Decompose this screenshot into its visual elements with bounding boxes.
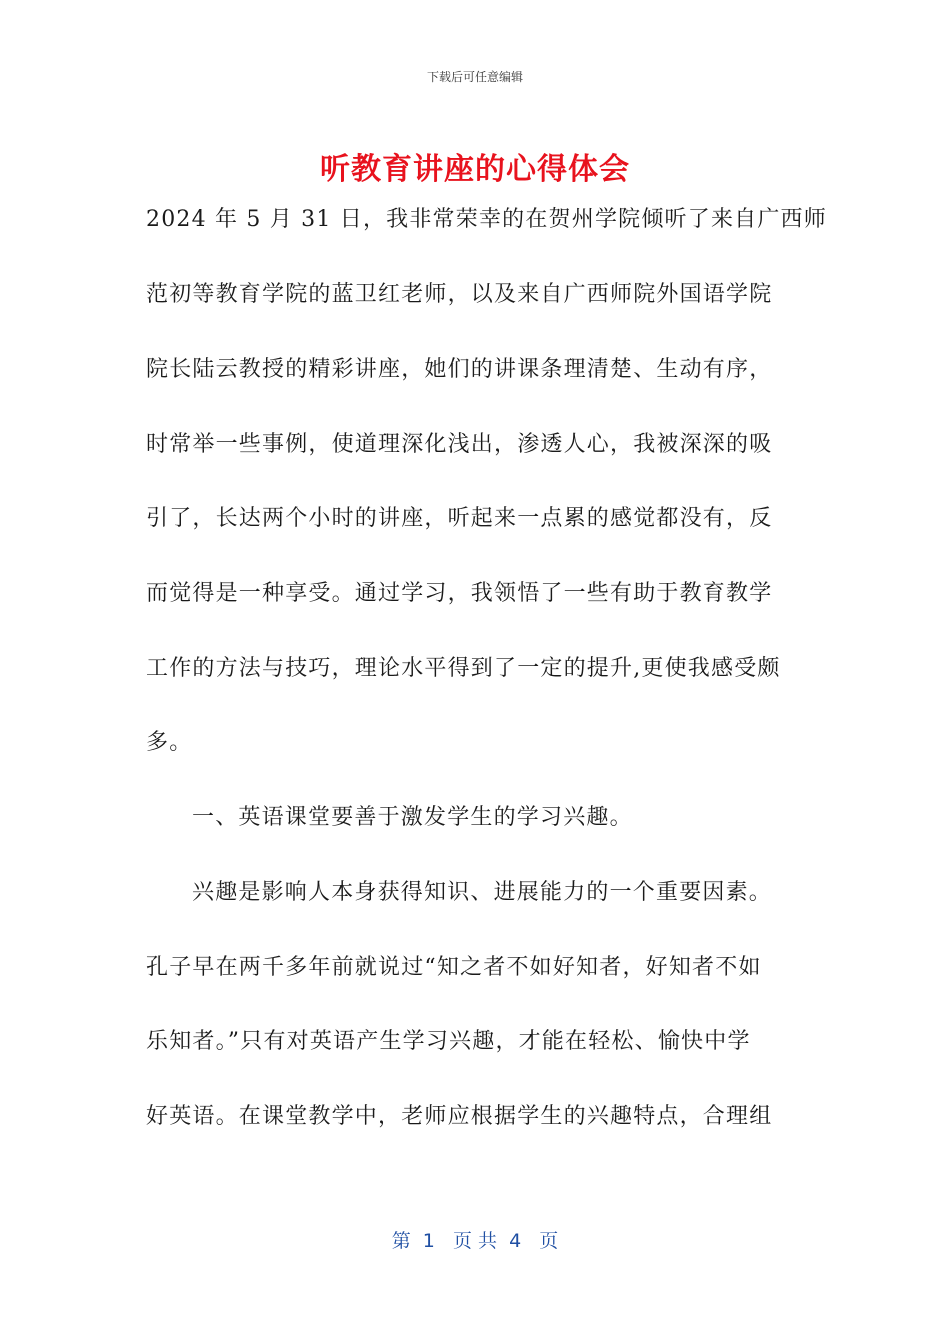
document-title: 听教育讲座的心得体会 xyxy=(320,152,630,187)
paragraph-line: 时常举一些事例，使道理深化浅出，渗透人心，我被深深的吸 xyxy=(146,432,773,457)
paragraph-line: 工作的方法与技巧，理论水平得到了一定的提升,更使我感受颇 xyxy=(146,656,781,681)
paragraph-line: 好英语。在课堂教学中，老师应根据学生的兴趣特点，合理组 xyxy=(146,1104,773,1129)
paragraph-line: 院长陆云教授的精彩讲座，她们的讲课条理清楚、生动有序， xyxy=(146,357,773,382)
paragraph-line: 而觉得是一种享受。通过学习，我领悟了一些有助于教育教学 xyxy=(146,581,773,606)
paragraph-line: 2024 年 5 月 31 日，我非常荣幸的在贺州学院倾听了来自广西师 xyxy=(146,207,827,232)
paragraph-line: 孔子早在两千多年前就说过“知之者不如好知者，好知者不如 xyxy=(146,955,762,980)
paragraph-line: 兴趣是影响人本身获得知识、进展能力的一个重要因素。 xyxy=(192,880,773,905)
paragraph-line: 引了，长达两个小时的讲座，听起来一点累的感觉都没有，反 xyxy=(146,506,773,531)
paragraph-line: 范初等教育学院的蓝卫红老师，以及来自广西师院外国语学院 xyxy=(146,282,773,307)
section-heading: 一、英语课堂要善于激发学生的学习兴趣。 xyxy=(192,805,633,830)
paragraph-line: 乐知者。”只有对英语产生学习兴趣，才能在轻松、愉快中学 xyxy=(146,1029,751,1054)
paragraph-line: 多。 xyxy=(146,730,193,755)
header-note: 下载后可任意编辑 xyxy=(426,70,523,84)
page-number-footer: 第 1 页 共 4 页 xyxy=(391,1230,559,1252)
